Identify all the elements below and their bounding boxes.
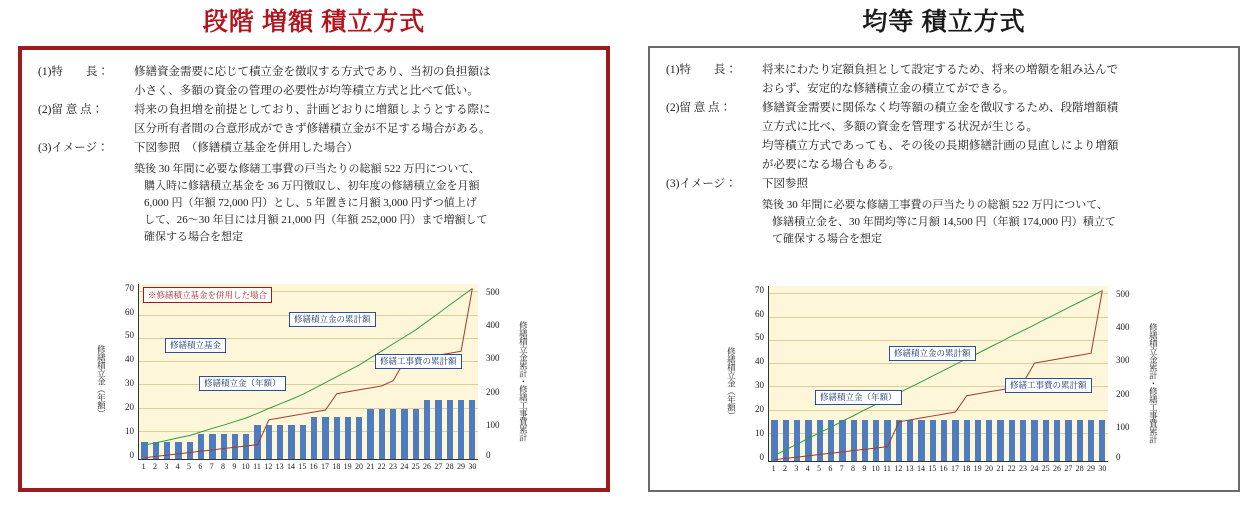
x-tick: 5 xyxy=(187,462,191,471)
x-tick: 30 xyxy=(1098,464,1107,473)
desc-row xyxy=(38,64,590,81)
desc-label: (3)イメージ： xyxy=(666,178,737,191)
x-tick: 25 xyxy=(1041,464,1050,473)
desc-row xyxy=(666,176,1222,193)
x-tick: 7 xyxy=(839,464,844,473)
line-series-right xyxy=(769,286,1108,461)
chart-callout: 修繕積立金の累計額 xyxy=(289,312,376,327)
x-tick: 1 xyxy=(141,462,146,471)
x-tick: 20 xyxy=(985,464,993,473)
x-tick: 7 xyxy=(209,462,214,471)
chart-left xyxy=(88,280,540,482)
x-tick: 30 xyxy=(468,462,477,471)
note-line: 築後 30 年間に必要な修繕工事費の戸当たりの総額 522 万円について、 xyxy=(134,163,481,176)
desc-text: 下図参照 （修繕積立基金を併用した場合） xyxy=(134,142,359,155)
desc-label: (2)留 意 点： xyxy=(38,104,104,117)
x-axis-ticks-right xyxy=(768,464,1108,480)
x-tick: 16 xyxy=(939,464,948,473)
description-right xyxy=(650,48,1238,248)
desc-text: 区分所有者間の合意形成ができず修繕積立金が不足する場合がある。 xyxy=(134,123,491,136)
desc-row xyxy=(666,100,1222,117)
y-axis-ticks-right-right: 500 400 300 200 100 0 xyxy=(1116,288,1130,463)
y-axis-title-right-left: 修繕積立金累計・修繕工事費累計 xyxy=(518,321,529,441)
x-tick: 28 xyxy=(1075,464,1084,473)
desc-text: 小さく、多額の資金の管理の必要性が均等積立方式と比べて低い。 xyxy=(134,85,479,98)
note-line: 購入時に修繕積立基金を 36 万円徴収し、初年度の修繕積立金を月額 xyxy=(144,180,480,193)
line-accumulated-reserve xyxy=(775,291,1103,456)
x-tick: 28 xyxy=(445,462,454,471)
x-tick: 21 xyxy=(366,462,375,471)
panel-box-left xyxy=(18,46,610,492)
x-tick: 18 xyxy=(962,464,971,473)
desc-row xyxy=(666,157,1222,174)
line-series-left xyxy=(139,284,478,459)
x-tick: 27 xyxy=(1064,464,1073,473)
desc-label: (1)特 長： xyxy=(666,64,737,76)
x-tick: 27 xyxy=(434,462,443,471)
x-tick: 25 xyxy=(411,462,420,471)
x-tick: 11 xyxy=(253,462,261,471)
x-tick: 11 xyxy=(883,464,891,473)
panel-equal-amount xyxy=(648,0,1240,492)
y-axis-title-left: 修繕積立金（年額） xyxy=(96,345,107,417)
chart-callout: 修繕工事費の累計額 xyxy=(1005,378,1092,393)
line-accumulated-cost xyxy=(775,291,1103,460)
x-tick: 17 xyxy=(951,464,959,473)
assumption-note-right xyxy=(762,197,1212,248)
x-tick: 23 xyxy=(1019,464,1027,473)
x-tick: 24 xyxy=(400,462,409,471)
plot-area-right xyxy=(768,286,1108,462)
note-line: 確保する場合を想定 xyxy=(144,231,243,244)
chart-callout: 修繕積立金（年額） xyxy=(815,390,902,405)
x-tick: 18 xyxy=(332,462,341,471)
plot-column-right xyxy=(744,282,1136,484)
chart-container-left xyxy=(22,280,606,482)
x-tick: 2 xyxy=(153,462,157,471)
note-line: て確保する場合を想定 xyxy=(772,233,882,246)
x-tick: 4 xyxy=(805,464,810,473)
x-tick: 20 xyxy=(355,462,363,471)
y-axis-ticks-right-left: 500 400 300 200 100 0 xyxy=(486,286,500,461)
desc-row xyxy=(38,102,590,119)
desc-text: 修繕資金需要に応じて積立金を徴収する方式であり、当初の負担額は xyxy=(134,66,491,78)
chart-callout: 修繕積立金（年額） xyxy=(199,376,286,391)
y-axis-title-right-right: 修繕積立金累計・修繕工事費累計 xyxy=(1148,323,1159,443)
desc-text: 下図参照 xyxy=(762,178,808,191)
y-axis-ticks-right: 70 60 50 40 30 20 10 0 xyxy=(755,284,764,463)
note-line: 6,000 円（年額 72,000 円）とし、5 年置きに月額 3,000 円ずつ値上げ xyxy=(144,197,477,210)
x-tick: 8 xyxy=(221,462,225,471)
desc-text: 将来の負担増を前提としており、計画どおりに増額しようとする際に xyxy=(134,104,491,117)
panel-title-right: 均等 積立方式 xyxy=(862,9,1026,36)
panel-box-right xyxy=(648,46,1240,492)
x-tick: 13 xyxy=(275,462,284,471)
note-line: 築後 30 年間に必要な修繕工事費の戸当たりの総額 522 万円について、 xyxy=(762,199,1109,212)
x-tick: 26 xyxy=(423,462,431,471)
x-axis-ticks-left xyxy=(138,462,478,478)
x-tick: 6 xyxy=(198,462,203,471)
x-tick: 6 xyxy=(828,464,833,473)
x-tick: 21 xyxy=(996,464,1005,473)
chart-callout: 修繕積立基金 xyxy=(165,338,226,353)
desc-row xyxy=(666,119,1222,136)
x-tick: 3 xyxy=(164,462,169,471)
y-axis-title-right: 修繕積立金（年額） xyxy=(726,347,737,419)
x-tick: 10 xyxy=(871,464,880,473)
x-tick: 26 xyxy=(1053,464,1061,473)
chart-right xyxy=(718,282,1170,484)
x-tick: 4 xyxy=(175,462,180,471)
x-tick: 9 xyxy=(232,462,237,471)
x-tick: 16 xyxy=(309,462,318,471)
x-tick: 2 xyxy=(783,464,787,473)
desc-row xyxy=(666,81,1222,98)
description-left xyxy=(22,50,606,246)
panel-step-increase xyxy=(18,0,610,492)
desc-row xyxy=(38,83,590,100)
x-tick: 13 xyxy=(905,464,914,473)
chart-container-right xyxy=(650,282,1238,484)
desc-text: が必要になる場合もある。 xyxy=(762,159,900,172)
x-tick: 22 xyxy=(377,462,386,471)
panel-title-left: 段階 増額 積立方式 xyxy=(202,9,426,36)
desc-label: (2)留 意 点： xyxy=(666,102,732,115)
desc-text: 修繕資金需要に関係なく均等額の積立金を徴収するため、段階増額積 xyxy=(762,102,1119,115)
x-tick: 3 xyxy=(794,464,799,473)
x-tick: 15 xyxy=(298,462,307,471)
x-tick: 12 xyxy=(264,462,273,471)
note-line: 修繕積立金を、30 年間均等に月額 14,500 円（年額 174,000 円）積立て xyxy=(772,216,1116,229)
x-tick: 14 xyxy=(917,464,925,473)
x-tick: 19 xyxy=(343,462,352,471)
desc-label: (1)特 長： xyxy=(38,66,109,78)
x-tick: 22 xyxy=(1007,464,1016,473)
x-tick: 9 xyxy=(862,464,867,473)
desc-row xyxy=(38,140,590,157)
y-axis-ticks-left: 70 60 50 40 30 20 10 0 xyxy=(125,282,134,461)
x-tick: 5 xyxy=(817,464,821,473)
desc-row xyxy=(38,121,590,138)
x-tick: 8 xyxy=(851,464,855,473)
desc-text: 立方式に比べ、多額の資金を管理する状況が生じる。 xyxy=(762,121,1038,134)
chart-callout: 修繕積立金の累計額 xyxy=(889,346,976,361)
chart-note-left: ※修繕積立基金を併用した場合 xyxy=(143,287,272,303)
desc-row xyxy=(666,138,1222,155)
chart-callout: 修繕工事費の累計額 xyxy=(375,354,462,369)
x-tick: 29 xyxy=(1087,464,1095,473)
x-tick: 10 xyxy=(241,462,250,471)
x-tick: 1 xyxy=(771,464,776,473)
x-tick: 24 xyxy=(1030,464,1039,473)
x-tick: 15 xyxy=(928,464,937,473)
x-tick: 19 xyxy=(973,464,982,473)
assumption-note-left xyxy=(134,161,580,246)
desc-text: 均等積立方式であっても、その後の長期修繕計画の見直しにより増額 xyxy=(762,140,1119,153)
x-tick: 12 xyxy=(894,464,903,473)
note-line: して、26～30 年目には月額 21,000 円（年額 252,000 円）まで増額して xyxy=(144,214,488,227)
desc-text: おらず、安定的な修繕積立金の積立てができる。 xyxy=(762,83,1015,96)
plot-area-left xyxy=(138,284,478,460)
desc-row xyxy=(666,62,1222,79)
x-tick: 23 xyxy=(389,462,397,471)
x-tick: 29 xyxy=(457,462,465,471)
x-tick: 14 xyxy=(287,462,295,471)
plot-column-left xyxy=(114,280,506,482)
x-tick: 17 xyxy=(321,462,329,471)
desc-text: 将来にわたり定額負担として設定するため、将来の増額を組み込んで xyxy=(762,64,1119,76)
desc-label: (3)イメージ： xyxy=(38,142,109,155)
